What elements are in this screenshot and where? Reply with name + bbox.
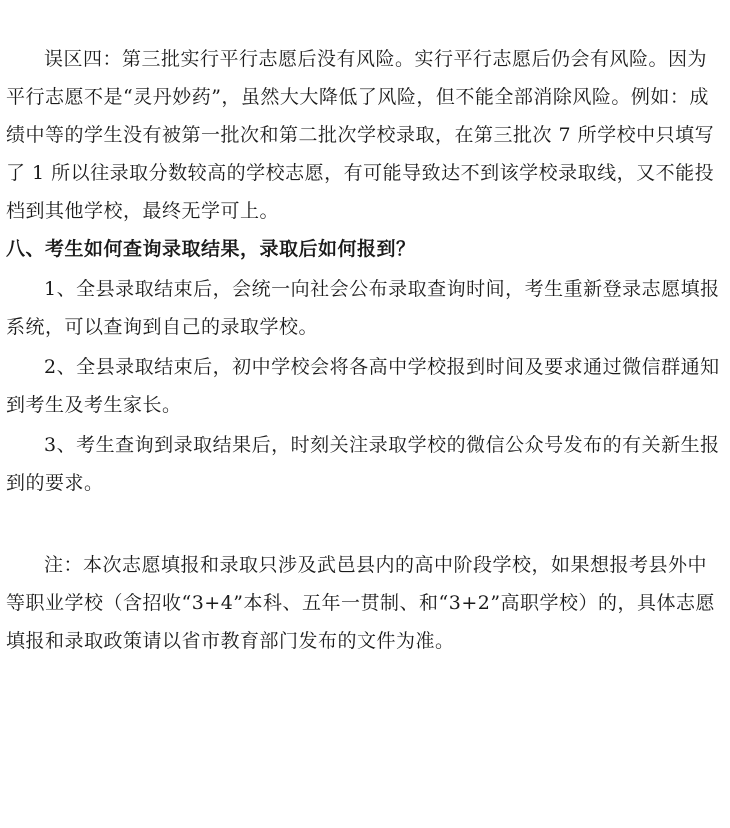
section-8-item-3: 3、考生查询到录取结果后，时刻关注录取学校的微信公众号发布的有关新生报到的要求。 [6,434,720,494]
note-paragraph: 注：本次志愿填报和录取只涉及武邑县内的高中阶段学校，如果想报考县外中等职业学校（含招收“3+4”本科、五年一贯制、和“3+2”高职学校）的，具体志愿填报和录取政策请以省市教育部门发布的文件为准。 [6,554,716,652]
section-8-item-2: 2、全县录取结束后，初中学校会将各高中学校报到时间及要求通过微信群通知到考生及考生家长。 [6,356,720,416]
section-8-heading: 八、考生如何查询录取结果，录取后如何报到？ [6,238,416,260]
section-8-item-1: 1、全县录取结束后，会统一向社会公布录取查询时间，考生重新登录志愿填报系统，可以查询到自己的录取学校。 [6,278,720,338]
misconception-4-paragraph: 误区四：第三批实行平行志愿后没有风险。实行平行志愿后仍会有风险。因为平行志愿不是“灵丹妙药”，虽然大大降低了风险，但不能全部消除风险。例如：成绩中等的学生没有被第一批次和第二批次学校录取，在第三批次 7 所学校中只填写了 1 所以往录取分数较高的学校志愿，有可能导致达不到该学校录取线，又不能投档到其他学校，最终无学可上。 [6,48,715,222]
